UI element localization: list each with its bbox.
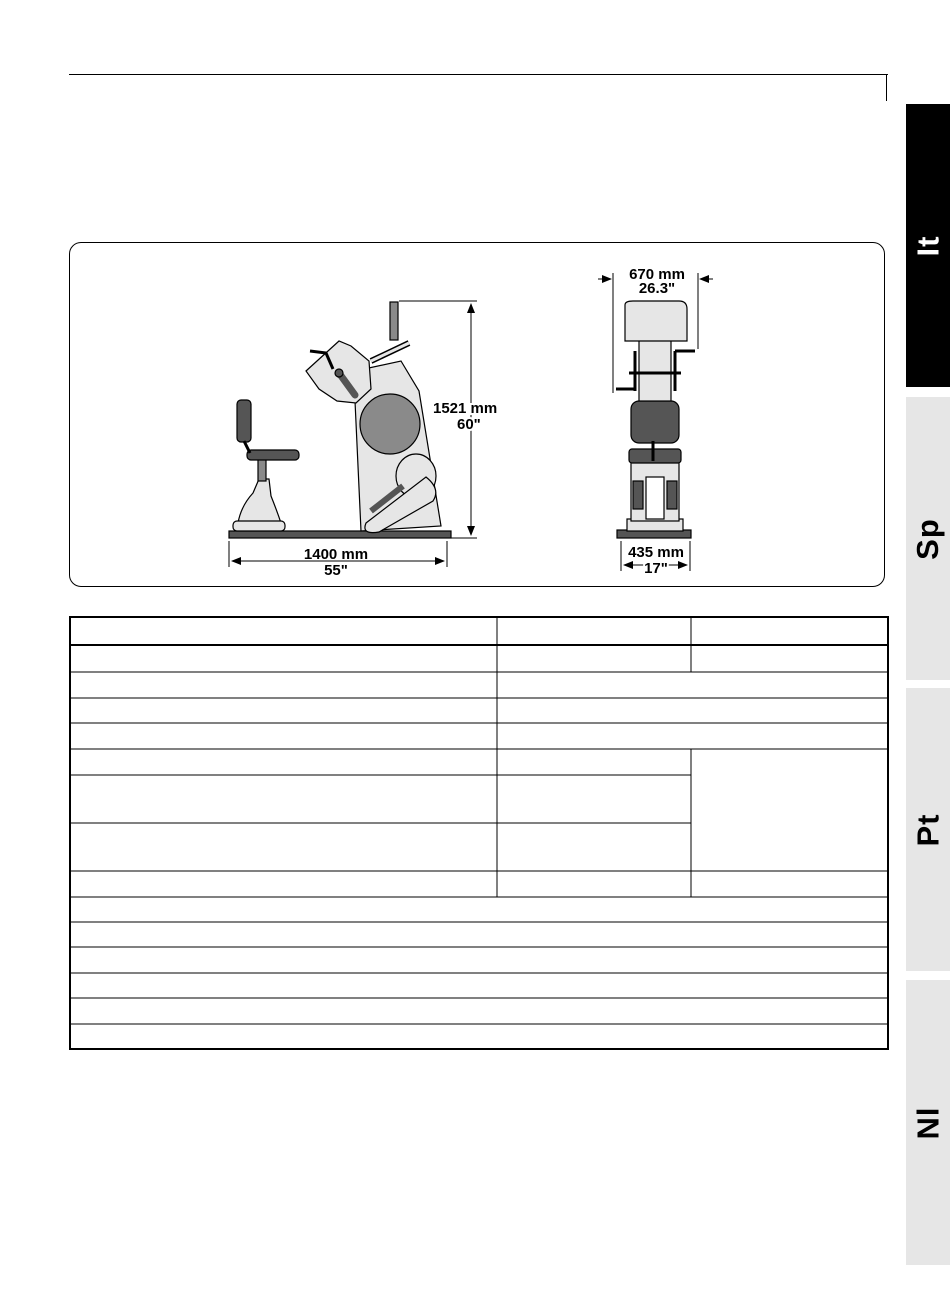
height-mm-label: 1521 mm [433,400,498,417]
specifications-grid [69,616,889,1050]
side-view-machine [229,302,451,538]
front-view-machine [616,301,695,538]
tab-nl-label: Nl [910,1106,945,1139]
tab-sp-label: Sp [910,517,945,560]
length-mm-label: 1400 mm [303,546,369,563]
front-base-in-label: 17" [644,560,668,577]
tab-nl[interactable] [906,980,950,1265]
front-top-mm-label: 670 mm [629,266,685,283]
front-base-mm-label: 435 mm [628,544,684,561]
dimension-figure [69,242,885,587]
tab-pt-label: Pt [910,813,945,846]
length-in-label: 55" [324,562,348,579]
specifications-table [69,616,889,1050]
dimension-drawing [70,243,885,587]
header-tick [886,74,887,101]
tab-sp[interactable] [906,397,950,680]
tab-pt[interactable] [906,688,950,971]
tab-it[interactable] [906,104,950,387]
height-in-label: 60" [457,416,481,433]
tab-it-label: It [910,235,945,256]
header-rule [69,74,888,75]
front-top-in-label: 26.3" [638,280,676,297]
